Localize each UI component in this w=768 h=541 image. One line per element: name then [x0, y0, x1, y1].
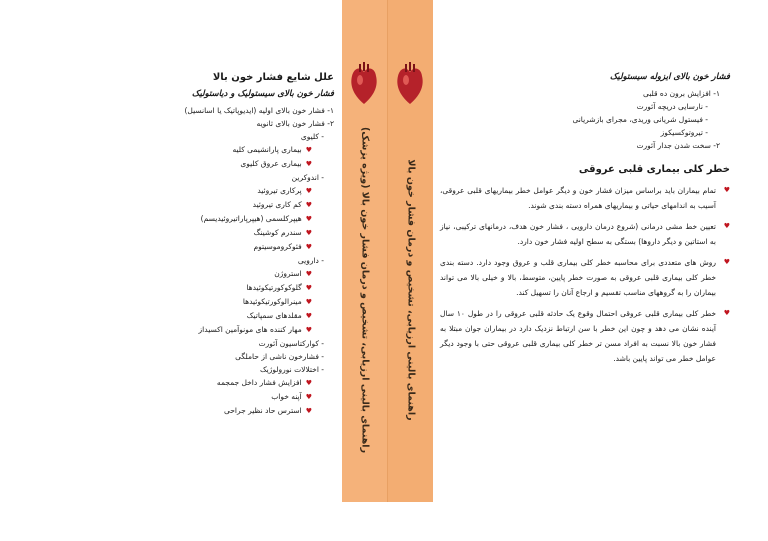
paragraph-text: تعیین خط مشی درمانی (شروع درمان دارویی ، فشار خون هدف، درمانهای ترکیبی، نیاز به استاتین و دیگر داروها) بستگی به سطح اولیه فشار خون دارد. — [440, 222, 716, 246]
left-list-item-text: مهار کننده های مونوآمین اکسیداز — [198, 325, 302, 334]
paragraph-text: تمام بیماران باید براساس میزان فشار خون و دیگر عوامل خطر بیماریهای قلبی عروقی، آسیب به اندامهای حیاتی و بیماریهای همراه دسته بندی شوند. — [440, 186, 716, 210]
left-list-item-text: ۲- فشار خون بالای ثانویه — [256, 119, 334, 128]
paragraph-list — [440, 183, 730, 366]
left-list-item — [190, 254, 334, 267]
right-list — [440, 87, 730, 152]
left-list-item-text: افزایش فشار داخل جمجمه — [216, 378, 302, 387]
left-list-item-text: آپنه خواب — [271, 392, 302, 401]
left-list-item-text: - فشارخون ناشی از حاملگی — [235, 352, 324, 361]
heart-bullet-icon: ♥ — [305, 270, 312, 278]
left-list-item-text: مقلدهای سمپاتیک — [246, 311, 302, 320]
left-list-item — [190, 240, 334, 254]
left-list-item-text: - اندوکرین — [291, 173, 324, 182]
right-list-item: - نارسایی دریچه آئورت — [636, 102, 708, 111]
left-column — [184, 72, 334, 418]
right-list-item: ۱- افزایش برون ده قلبی — [642, 89, 720, 98]
heart-illustration-icon — [394, 60, 426, 108]
left-list-item — [190, 337, 334, 350]
left-list-item-text: مینرالوکورتیکوئیدها — [242, 297, 302, 306]
heart-bullet-icon: ♥ — [305, 201, 312, 209]
left-list-item-text: - دارویی — [297, 256, 324, 265]
heart-bullet-icon: ♥ — [305, 243, 312, 251]
left-list-item-text: سندرم کوشینگ — [253, 228, 302, 237]
heart-bullet-icon: ♥ — [305, 312, 312, 320]
paragraph-text: خطر کلی بیماری قلبی عروقی احتمال وقوع یک حادثه قلبی عروقی را در طول ۱۰ سال آینده نشان می دهد و چون این خطر با سن ارتباط نزدیک دارد در بیماران جوان مبتلا به فشار خون بالا نسبت به افراد مسن تر خطر کلی بیماری قلبی عروقی حتی با وجود دیگر عوامل خطر می تواند پایین باشد. — [440, 309, 717, 363]
left-list-item — [190, 143, 334, 157]
left-list-item — [190, 309, 334, 323]
left-subtitle: فشار خون بالای سیستولیک و دیاستولیک — [191, 89, 334, 99]
heart-bullet-icon: ♥ — [305, 146, 312, 154]
heart-bullet-icon: ♥ — [723, 258, 730, 266]
bullet-paragraph — [440, 183, 730, 213]
left-list-item — [190, 281, 334, 295]
right-list-item: ۲- سخت شدن جدار آئورت — [636, 141, 720, 150]
heart-bullet-icon: ♥ — [305, 284, 312, 292]
left-list-item-text: بیماری پارانشیمی کلیه — [232, 145, 302, 154]
left-list-item — [190, 130, 334, 143]
left-list-item — [190, 212, 334, 226]
bullet-paragraph — [440, 255, 730, 300]
left-list-item — [190, 390, 334, 404]
right-title: فشار خون بالای ایزوله سیستولیک — [609, 72, 730, 82]
heart-bullet-icon: ♥ — [305, 326, 312, 334]
left-list-item-text: فئوکروموسیتوم — [253, 242, 302, 251]
heart-illustration-icon — [348, 60, 380, 108]
left-list-item — [190, 267, 334, 281]
heart-bullet-icon: ♥ — [305, 229, 312, 237]
left-list-item — [190, 198, 334, 212]
bullet-paragraph — [440, 306, 730, 366]
left-list-item — [184, 104, 334, 117]
left-list-item — [190, 171, 334, 184]
heart-bullet-icon: ♥ — [305, 298, 312, 306]
left-list-item — [190, 295, 334, 309]
left-list-item-text: بیماری عروق کلیوی — [240, 159, 302, 168]
left-list-item-text: پرکاری تیروئید — [257, 186, 302, 195]
heart-bullet-icon: ♥ — [305, 160, 312, 168]
heart-bullet-icon: ♥ — [305, 393, 312, 401]
heart-bullet-icon: ♥ — [305, 379, 312, 387]
right-band-title: راهنمای بالینی ارزیابی، تشخیص و درمان فشار خون بالا — [405, 159, 416, 421]
left-list-item-text: استروژن — [274, 269, 302, 278]
left-list-item-text: گلوکوکورتیکوئیدها — [246, 283, 302, 292]
heart-bullet-icon: ♥ — [723, 222, 730, 230]
heart-bullet-icon: ♥ — [305, 215, 312, 223]
left-band-title: راهنمای بالینی ارزیابی، تشخیص و درمان فشار خون بالا (ویژه پزشک) — [359, 126, 370, 454]
left-list-item — [190, 226, 334, 240]
left-list-item — [190, 157, 334, 171]
left-list-item-text: هیپرکلسمی (هیپرپاراتیروئیدیسم) — [200, 214, 302, 223]
heart-bullet-icon: ♥ — [723, 309, 730, 317]
heart-bullet-icon: ♥ — [305, 187, 312, 195]
left-list-item — [190, 323, 334, 337]
left-list — [184, 104, 334, 418]
left-list-item — [190, 350, 334, 363]
heart-bullet-icon: ♥ — [723, 186, 730, 194]
left-list-item-text: ۱- فشار خون بالای اولیه (ایدیوپاتیک یا اسانسیل) — [184, 106, 334, 115]
left-list-item-text: کم کاری تیروئید — [252, 200, 302, 209]
left-list-item — [190, 363, 334, 376]
left-list-item-text: - کلیوی — [300, 132, 324, 141]
left-list-item — [190, 117, 334, 130]
paragraph-text: روش های متعددی برای محاسبه خطر کلی بیماری قلب و عروق وجود دارد. دسته بندی خطر کلی بیماری قلبی عروقی به صورت خطر پایین، متوسط، بالا و خیلی بالا می تواند بیماران را به گروههای مناسب تقسیم و ارجاع آنان را تسهیل کند. — [440, 258, 716, 297]
right-list-item: - فیستول شریانی وریدی، مجرای بازشریانی — [572, 115, 708, 124]
left-list-item-text: استرس حاد نظیر جراحی — [223, 406, 302, 415]
left-list-item — [190, 404, 334, 418]
right-list-item: - تیروتوکسیکوز — [660, 128, 708, 137]
section-title: خطر کلی بیماری قلبی عروقی — [578, 164, 730, 175]
right-title-band — [387, 0, 433, 502]
right-column — [440, 72, 730, 372]
heart-bullet-icon: ♥ — [305, 407, 312, 415]
left-list-item — [190, 376, 334, 390]
left-list-item — [190, 184, 334, 198]
left-title: علل شایع فشار خون بالا — [212, 72, 334, 83]
left-title-band — [342, 0, 387, 502]
left-list-item-text: - اختلالات نورولوژیک — [259, 365, 324, 374]
left-list-item-text: - کوارکتاسیون آئورت — [258, 339, 324, 348]
bullet-paragraph — [440, 219, 730, 249]
